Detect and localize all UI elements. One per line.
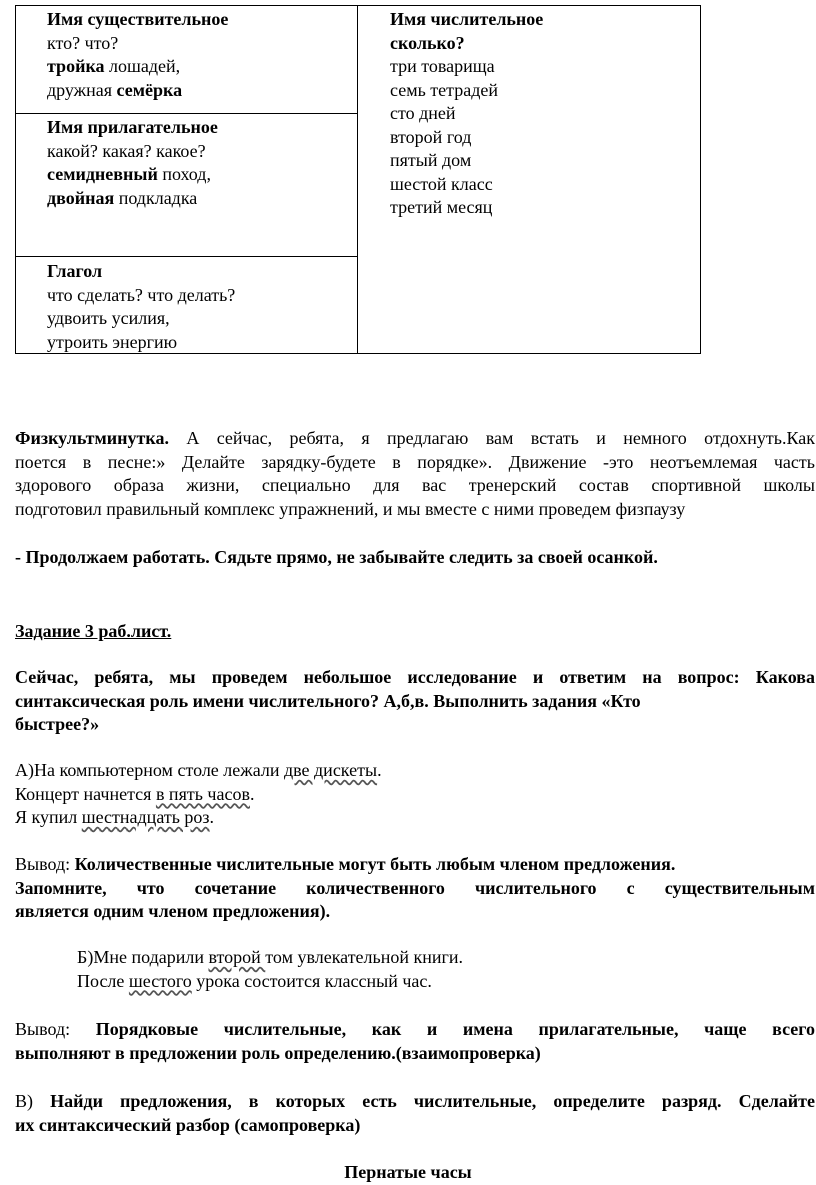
- numeral-example: пятый дом: [390, 150, 472, 170]
- adjective-example-1: семидневный поход,: [47, 164, 211, 184]
- verb-heading: Глагол: [47, 261, 103, 281]
- part-a-sentence-2: Концерт начнется в пять часов.: [15, 783, 255, 804]
- table-divider-row1: [16, 113, 357, 114]
- numeral-heading: Имя числительное: [390, 9, 544, 29]
- numeral-example: семь тетрадей: [390, 79, 499, 100]
- continue-instruction: - Продолжаем работать. Сядьте прямо, не забывайте следить за своей осанкой.: [15, 547, 658, 567]
- part-b-sentence-2: После шестого урока состоится классный час.: [77, 970, 432, 991]
- verb-example-1: удвоить усилия,: [47, 308, 170, 328]
- cell-numeral: [390, 8, 543, 220]
- verb-question: что сделать? что делать?: [47, 284, 236, 305]
- part-a-sentence-3: Я купил шестнадцать роз.: [15, 807, 215, 827]
- numeral-example: три товарища: [390, 56, 495, 76]
- part-b-sentence-1: Б)Мне подарили второй том увлекательной книги.: [77, 947, 464, 967]
- phys-title: Физкультминутка.: [15, 428, 169, 448]
- verb-example-2: утроить энергию: [47, 331, 178, 352]
- numeral-example: сто дней: [390, 103, 456, 123]
- phys-line: здорового образа жизни, специально для вас тренерский состав спортивной школы: [15, 475, 815, 495]
- task3-intro: Сейчас, ребята, мы проведем небольшое исследование и ответим на вопрос: Какова синтаксическая роль имени числительного? А,б,в. Выполнить задания «Кто быстрее?»: [15, 667, 815, 734]
- numeral-example: второй год: [390, 126, 472, 147]
- parts-of-speech-table: [15, 5, 701, 354]
- part-c-task: В) Найди предложения, в которых есть числительные, определите разряд. Сделайте их синтаксический разбор (самопроверка): [15, 1091, 816, 1135]
- phys-line: подготовил правильный комплекс упражнений, и мы вместе с ними проведем физпаузу: [15, 498, 686, 519]
- part-a-examples: [15, 759, 815, 830]
- phys-line: поется в песне:» Делайте зарядку-будете в порядке». Движение -это неотъемлемая часть: [15, 451, 815, 472]
- conclusion-2: Вывод: Порядковые числительные, как и имена прилагательные, чаще всего выполняют в предложении роль определению.(взаимопроверка): [15, 1019, 815, 1063]
- adjective-example-2: двойная подкладка: [47, 187, 198, 208]
- numeral-question: сколько?: [390, 32, 465, 53]
- part-b-examples: [77, 946, 777, 993]
- part-a-sentence-1: А)На компьютерном столе лежали две дискеты.: [15, 760, 382, 780]
- table-divider-vertical: [357, 6, 358, 353]
- adjective-question: какой? какая? какое?: [47, 140, 206, 161]
- noun-heading: Имя существительное: [47, 9, 229, 29]
- cell-verb: [47, 260, 235, 354]
- noun-question: кто? что?: [47, 32, 119, 53]
- noun-example-2: дружная семёрка: [47, 79, 183, 100]
- phys-paragraph: Физкультминутка. А сейчас, ребята, я предлагаю вам встать и немного отдохнуть.Как поется в песне:» Делайте зарядку-будете в порядке». Движение -это неотъемлемая часть здорового образа жизни, специально для вас тренерский состав спортивной школы подготовил правильный комплекс упражнений, и мы вместе с ними проведем физпаузу: [15, 427, 815, 521]
- numeral-example: шестой класс: [390, 173, 493, 194]
- table-divider-row2: [16, 256, 357, 257]
- numeral-example: третий месяц: [390, 197, 493, 217]
- noun-example-1: тройка лошадей,: [47, 56, 181, 76]
- task3-title: Задание 3 раб.лист.: [15, 621, 172, 641]
- cell-noun: [47, 8, 228, 102]
- cell-adjective: [47, 116, 218, 210]
- poem-title: Пернатые часы: [344, 1162, 472, 1182]
- adjective-heading: Имя прилагательное: [47, 117, 218, 137]
- conclusion-1: Вывод: Количественные числительные могут быть любым членом предложения. Запомните, что сочетание количественного числительного с существительным является одним членом предложения).: [15, 854, 815, 921]
